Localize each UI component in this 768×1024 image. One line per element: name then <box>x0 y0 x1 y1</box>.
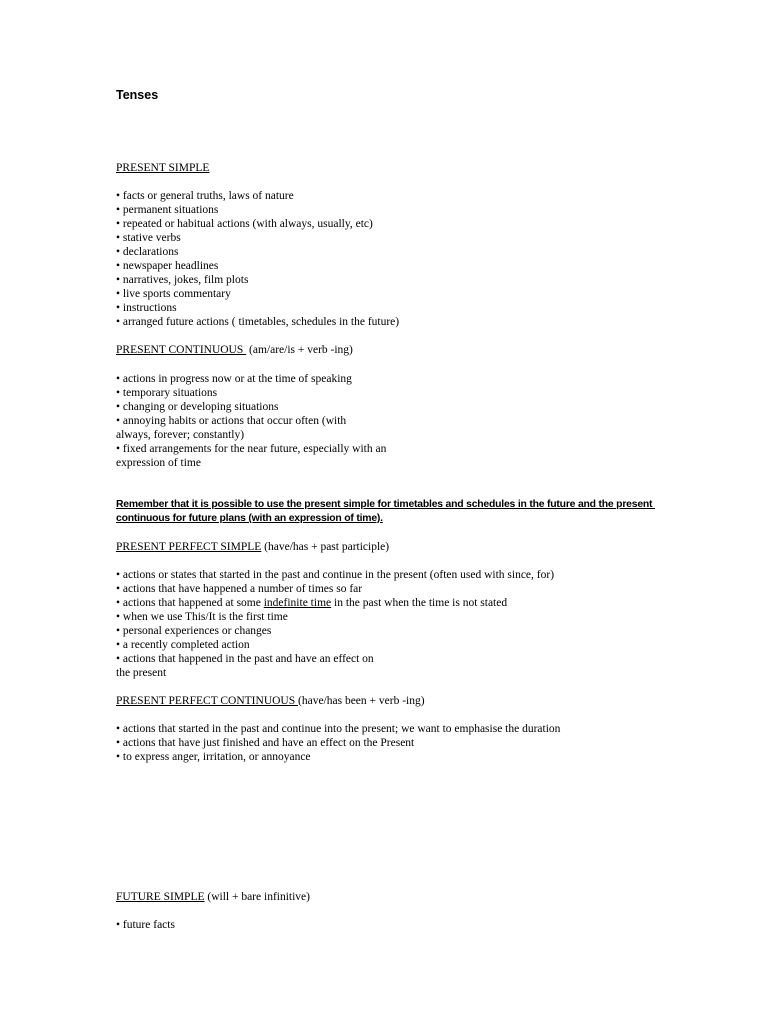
heading-formula: (am/are/is + verb -ing) <box>246 344 353 356</box>
list-item: • when we use This/It is the first time <box>116 611 288 623</box>
list-item: • actions that have just finished and have an effect on the Present <box>116 737 415 749</box>
heading-formula: (have/has been + verb -ing) <box>298 695 425 707</box>
bullet-list <box>116 568 676 680</box>
list-item: • future facts <box>116 919 175 931</box>
list-item: • actions that happened in the past and have an effect on <box>116 653 374 665</box>
list-item: • permanent situations <box>116 204 219 216</box>
list-item: • fixed arrangements for the near future, especially with an <box>116 443 387 455</box>
heading-formula: (will + bare infinitive) <box>204 891 310 903</box>
heading-name: PRESENT CONTINUOUS <box>116 344 247 356</box>
note-line: Remember that it is possible to use the present simple for timetables and schedules in the future and the present <box>116 499 655 510</box>
bullet-list <box>116 918 676 932</box>
list-item: • facts or general truths, laws of nature <box>116 190 294 202</box>
heading-name: PRESENT PERFECT SIMPLE <box>116 541 262 553</box>
item-text: in the past when the time is not stated <box>331 597 508 609</box>
list-item: • narratives, jokes, film plots <box>116 274 249 286</box>
list-item: • personal experiences or changes <box>116 625 272 637</box>
heading-formula: (have/has + past participle) <box>261 541 390 553</box>
section-heading <box>116 694 676 708</box>
list-item: • live sports commentary <box>116 288 231 300</box>
item-text: • actions that happened at some <box>116 597 264 609</box>
bullet-list <box>116 722 676 764</box>
document-body <box>116 86 676 932</box>
note-line: continuous for future plans (with an expression of time). <box>116 513 383 524</box>
heading-name: PRESENT PERFECT CONTINUOUS <box>116 695 299 707</box>
heading-name: PRESENT SIMPLE <box>116 162 210 174</box>
section-future-simple <box>116 890 676 932</box>
bullet-list <box>116 189 676 329</box>
section-present-continuous <box>116 343 676 470</box>
list-item: always, forever; constantly) <box>116 429 245 441</box>
list-item: • arranged future actions ( timetables, schedules in the future) <box>116 316 400 328</box>
list-item: • to express anger, irritation, or annoyance <box>116 751 311 763</box>
list-item: • changing or developing situations <box>116 401 279 413</box>
list-item: • actions that have happened a number of times so far <box>116 583 363 595</box>
heading-name: FUTURE SIMPLE <box>116 891 205 903</box>
section-heading <box>116 161 676 175</box>
section-heading <box>116 890 676 904</box>
list-item: • actions that started in the past and continue into the present; we want to emphasise the duration <box>116 723 561 735</box>
list-item: • stative verbs <box>116 232 181 244</box>
page-title: Tenses <box>116 88 159 102</box>
section-present-perfect-simple <box>116 540 676 680</box>
list-item: • newspaper headlines <box>116 260 219 272</box>
list-item: • actions or states that started in the past and continue in the present (often used with since, for) <box>116 569 555 581</box>
list-item: • repeated or habitual actions (with always, usually, etc) <box>116 218 373 230</box>
list-item: • temporary situations <box>116 387 218 399</box>
list-item: • a recently completed action <box>116 639 250 651</box>
section-heading <box>116 343 676 357</box>
list-item: the present <box>116 667 167 679</box>
section-present-perfect-continuous <box>116 694 676 764</box>
remember-note <box>116 498 676 526</box>
indefinite-time-phrase: indefinite time <box>263 597 332 609</box>
list-item: • annoying habits or actions that occur often (with <box>116 415 347 427</box>
list-item: • instructions <box>116 302 177 314</box>
list-item: expression of time <box>116 457 201 469</box>
list-item: • declarations <box>116 246 179 258</box>
bullet-list <box>116 372 676 470</box>
list-item: • actions in progress now or at the time of speaking <box>116 373 352 385</box>
section-present-simple <box>116 161 676 329</box>
list-item <box>116 596 676 610</box>
section-heading <box>116 540 676 554</box>
